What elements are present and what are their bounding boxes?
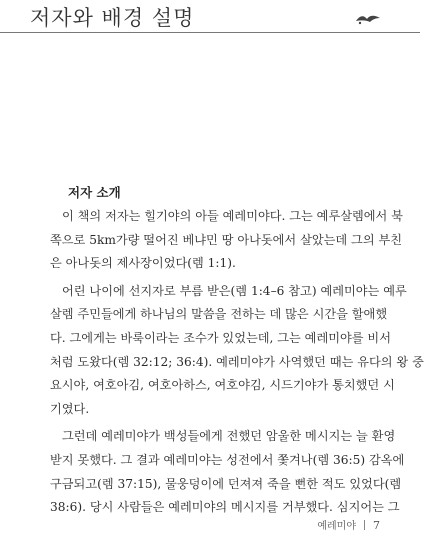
page-footer — [317, 517, 380, 532]
text-line: 38:6). 당시 사람들은 예레미야의 메시지를 거부했다. 심지어는 그 — [50, 500, 400, 515]
text-line: 처럼 도왔다(렘 32:12; 36:4). 예레미야가 사역했던 때는 유다의 왕 중 — [50, 354, 424, 369]
footer-divider — [364, 520, 365, 530]
text-line: 이 책의 저자는 힐기야의 아들 예레미야다. 그는 예루살렘에서 북 — [62, 209, 403, 223]
text-line: 살렘 주민들에게 하나님의 말씀을 전하는 데 많은 시간을 할애했 — [50, 307, 388, 322]
text-line: 구금되고(렘 37:15), 물웅덩이에 던져져 죽을 뻔한 적도 있었다(렘 — [50, 476, 402, 491]
text-line: 요시야, 여호아김, 여호아하스, 여호야김, 시드기야가 통치했던 시 — [50, 378, 395, 393]
text-line: 그런데 예레미야가 백성들에게 전했던 암울한 메시지는 늘 환영 — [62, 429, 396, 444]
body-text — [50, 205, 424, 520]
header-rule — [0, 32, 420, 33]
paragraph — [50, 280, 424, 422]
text-line: 쪽으로 5km가량 떨어진 베냐민 땅 아나돗에서 살았는데 그의 부친 — [50, 232, 403, 247]
ornament-icon — [354, 12, 382, 26]
text-line: 기였다. — [50, 401, 90, 416]
running-title: 예레미야 — [317, 521, 356, 532]
text-line: 받지 못했다. 그 결과 예레미야는 성전에서 쫓겨나(렘 36:5) 감옥에 — [50, 452, 405, 467]
text-line: 어린 나이에 선지자로 부름 받은(렘 1:4–6 참고) 예레미야는 예루 — [62, 283, 407, 298]
chapter-title: 저자와 배경 설명 — [30, 6, 195, 30]
section-heading: 저자 소개 — [68, 185, 121, 200]
paragraph — [50, 205, 403, 276]
page-number: 7 — [373, 519, 380, 532]
text-line: 은 아나돗의 제사장이었다(렘 1:1). — [50, 256, 236, 271]
text-line: 다. 그에게는 바룩이라는 조수가 있었는데, 그는 예레미야를 비서 — [50, 330, 391, 345]
paragraph — [50, 425, 405, 519]
